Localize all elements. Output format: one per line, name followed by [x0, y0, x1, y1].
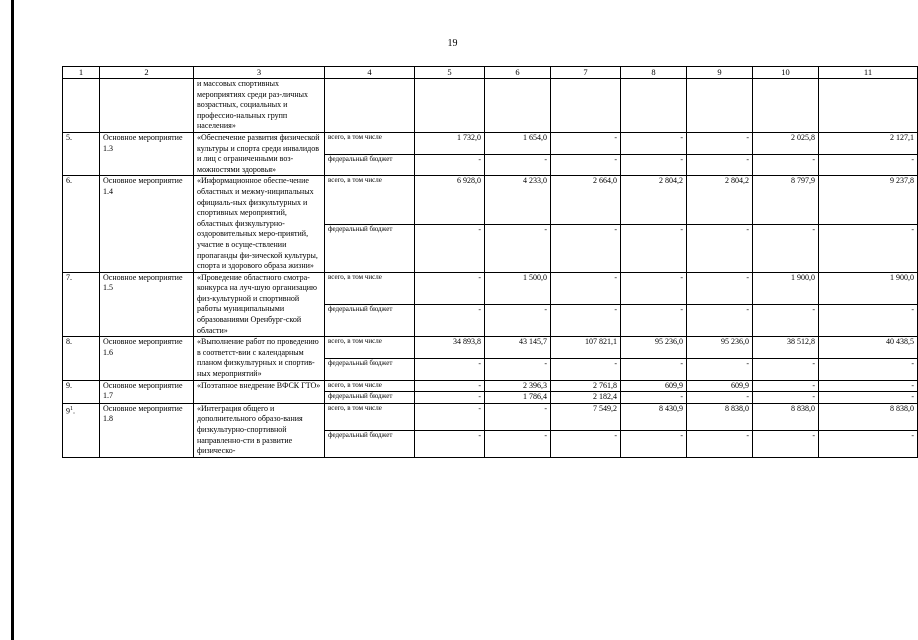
header-cell: 3 — [194, 67, 325, 79]
amount-cell: - — [687, 392, 753, 404]
amount-cell: 2 025,8 — [753, 132, 819, 154]
funding-source: всего, в том числе — [325, 272, 415, 304]
table-row — [63, 380, 918, 392]
funding-source: всего, в том числе — [325, 176, 415, 224]
row-number-text: 5. — [66, 132, 72, 142]
measure-name: Основное мероприятие 1.3 — [100, 132, 194, 175]
amount-cell: 2 396,3 — [485, 380, 551, 392]
amount-cell: 609,9 — [687, 380, 753, 392]
amount-cell: - — [485, 430, 551, 457]
row-number — [63, 272, 100, 337]
amount-cell: 95 236,0 — [687, 337, 753, 359]
continuation-row — [63, 79, 918, 133]
header-cell: 11 — [819, 67, 918, 79]
amount-cell: 8 838,0 — [819, 403, 918, 430]
table-row — [63, 403, 918, 430]
empty-cell — [687, 79, 753, 133]
table-row — [63, 272, 918, 304]
amount-cell: - — [415, 403, 485, 430]
amount-cell: - — [819, 430, 918, 457]
row-number — [63, 176, 100, 272]
amount-cell: - — [687, 132, 753, 154]
funding-source: всего, в том числе — [325, 403, 415, 430]
amount-cell: - — [819, 380, 918, 392]
measure-description: «Поэтапное внедрение ВФСК ГТО» — [194, 380, 325, 403]
amount-cell: 2 804,2 — [621, 176, 687, 224]
continuation-text: и массовых спортивных мероприятиях среди раз-личных возрастных, социальных и профессио-нальных групп населения» — [194, 79, 325, 133]
amount-cell: - — [485, 304, 551, 336]
amount-cell: 34 893,8 — [415, 337, 485, 359]
amount-cell: - — [485, 224, 551, 272]
funding-source: федеральный бюджет — [325, 358, 415, 380]
amount-cell: - — [753, 392, 819, 404]
row-number-text: 7. — [66, 272, 72, 282]
amount-cell: - — [415, 224, 485, 272]
amount-cell: - — [551, 154, 621, 176]
amount-cell: 8 838,0 — [753, 403, 819, 430]
row-number — [63, 403, 100, 457]
page-number: 19 — [447, 38, 458, 49]
amount-cell: 40 438,5 — [819, 337, 918, 359]
amount-cell: - — [687, 430, 753, 457]
funding-source: всего, в том числе — [325, 380, 415, 392]
amount-cell: 6 928,0 — [415, 176, 485, 224]
measure-description: «Выполнение работ по проведению в соответст-вии с календарным планом физкультурных и спортив-ных мероприятий» — [194, 337, 325, 380]
amount-cell: - — [485, 358, 551, 380]
row-number-text: 9 — [66, 406, 70, 416]
amount-cell: - — [551, 430, 621, 457]
amount-cell: - — [621, 304, 687, 336]
amount-cell: 2 804,2 — [687, 176, 753, 224]
header-cell: 7 — [551, 67, 621, 79]
amount-cell: 1 900,0 — [819, 272, 918, 304]
amount-cell: 4 233,0 — [485, 176, 551, 224]
amount-cell: - — [687, 272, 753, 304]
amount-cell: 7 549,2 — [551, 403, 621, 430]
amount-cell: 2 127,1 — [819, 132, 918, 154]
amount-cell: - — [415, 380, 485, 392]
empty-cell — [819, 79, 918, 133]
amount-cell: - — [819, 304, 918, 336]
row-number-superscript: 1 — [70, 405, 73, 412]
amount-cell: 8 797,9 — [753, 176, 819, 224]
amount-cell: 1 900,0 — [753, 272, 819, 304]
amount-cell: - — [753, 224, 819, 272]
amount-cell: - — [753, 154, 819, 176]
header-cell: 5 — [415, 67, 485, 79]
header-cell: 2 — [100, 67, 194, 79]
amount-cell: - — [621, 358, 687, 380]
amount-cell: - — [551, 304, 621, 336]
amount-cell: - — [621, 132, 687, 154]
amount-cell: - — [415, 430, 485, 457]
empty-cell — [753, 79, 819, 133]
funding-source: федеральный бюджет — [325, 154, 415, 176]
table-row — [63, 132, 918, 154]
empty-cell — [415, 79, 485, 133]
amount-cell: - — [415, 358, 485, 380]
header-cell: 8 — [621, 67, 687, 79]
amount-cell: 43 145,7 — [485, 337, 551, 359]
empty-cell — [325, 79, 415, 133]
measure-name: Основное мероприятие 1.4 — [100, 176, 194, 272]
amount-cell: - — [687, 358, 753, 380]
amount-cell: - — [687, 304, 753, 336]
funding-source: федеральный бюджет — [325, 392, 415, 404]
amount-cell: 2 761,8 — [551, 380, 621, 392]
measure-description: «Обеспечение развития физической культуры и спорта среди инвалидов и лиц с ограниченными воз-можностями здоровья» — [194, 132, 325, 175]
amount-cell: - — [819, 154, 918, 176]
table-row — [63, 176, 918, 224]
row-number-text: 8. — [66, 337, 72, 347]
amount-cell: 9 237,8 — [819, 176, 918, 224]
amount-cell: - — [621, 224, 687, 272]
amount-cell: - — [621, 272, 687, 304]
empty-cell — [63, 79, 100, 133]
empty-cell — [621, 79, 687, 133]
amount-cell: 1 654,0 — [485, 132, 551, 154]
header-cell: 1 — [63, 67, 100, 79]
amount-cell: - — [551, 272, 621, 304]
table-row — [63, 337, 918, 359]
empty-cell — [551, 79, 621, 133]
funding-source: всего, в том числе — [325, 132, 415, 154]
amount-cell: 38 512,8 — [753, 337, 819, 359]
row-number-text: 9. — [66, 380, 72, 390]
amount-cell: - — [551, 358, 621, 380]
amount-cell: - — [687, 224, 753, 272]
amount-cell: 8 430,9 — [621, 403, 687, 430]
amount-cell: - — [819, 358, 918, 380]
amount-cell: - — [753, 430, 819, 457]
measure-description: «Интеграция общего и дополнительного образо-вания физкультурно-спортивной направленно-сти в развитие физическо- — [194, 403, 325, 457]
amount-cell: - — [485, 403, 551, 430]
amount-cell: 8 838,0 — [687, 403, 753, 430]
funding-table — [62, 66, 918, 458]
amount-cell: - — [753, 380, 819, 392]
measure-name: Основное мероприятие 1.6 — [100, 337, 194, 380]
empty-cell — [100, 79, 194, 133]
amount-cell: - — [819, 392, 918, 404]
amount-cell: - — [753, 358, 819, 380]
row-number — [63, 380, 100, 403]
funding-source: федеральный бюджет — [325, 304, 415, 336]
amount-cell: 95 236,0 — [621, 337, 687, 359]
funding-source: федеральный бюджет — [325, 430, 415, 457]
header-cell: 9 — [687, 67, 753, 79]
row-number — [63, 337, 100, 380]
amount-cell: - — [551, 132, 621, 154]
measure-description: «Проведение областного смотра-конкурса на луч-шую организацию физ-культурной и спортивной работы муниципальными образованиями Оренбург-ской области» — [194, 272, 325, 337]
amount-cell: 1 732,0 — [415, 132, 485, 154]
amount-cell: - — [415, 392, 485, 404]
funding-source: федеральный бюджет — [325, 224, 415, 272]
measure-name: Основное мероприятие 1.5 — [100, 272, 194, 337]
measure-name: Основное мероприятие 1.7 — [100, 380, 194, 403]
header-cell: 10 — [753, 67, 819, 79]
amount-cell: - — [415, 272, 485, 304]
row-number-text: 6. — [66, 176, 72, 186]
amount-cell: - — [415, 154, 485, 176]
amount-cell: - — [687, 154, 753, 176]
amount-cell: - — [551, 224, 621, 272]
header-cell: 6 — [485, 67, 551, 79]
row-number — [63, 132, 100, 175]
amount-cell: - — [819, 224, 918, 272]
amount-cell: - — [621, 154, 687, 176]
amount-cell: - — [621, 430, 687, 457]
amount-cell: 1 786,4 — [485, 392, 551, 404]
amount-cell: 2 664,0 — [551, 176, 621, 224]
amount-cell: - — [415, 304, 485, 336]
amount-cell: 1 500,0 — [485, 272, 551, 304]
amount-cell: 2 182,4 — [551, 392, 621, 404]
empty-cell — [485, 79, 551, 133]
amount-cell: - — [621, 392, 687, 404]
amount-cell: 107 821,1 — [551, 337, 621, 359]
amount-cell: 609,9 — [621, 380, 687, 392]
amount-cell: - — [753, 304, 819, 336]
header-row — [63, 67, 918, 79]
measure-name: Основное мероприятие 1.8 — [100, 403, 194, 457]
amount-cell: - — [485, 154, 551, 176]
funding-source: всего, в том числе — [325, 337, 415, 359]
scan-edge-bar — [11, 0, 14, 640]
header-cell: 4 — [325, 67, 415, 79]
measure-description: «Информационное обеспе-чение областных и межму-ниципальных официаль-ных физкультурных и спортивных мероприятий, областных физкультурно-оздоровительных меро-приятий, участие в осуще-ствлении пропаганды фи-зической культуры, спорта и здорового образа жизни» — [194, 176, 325, 272]
row-number-suffix: . — [73, 406, 75, 416]
